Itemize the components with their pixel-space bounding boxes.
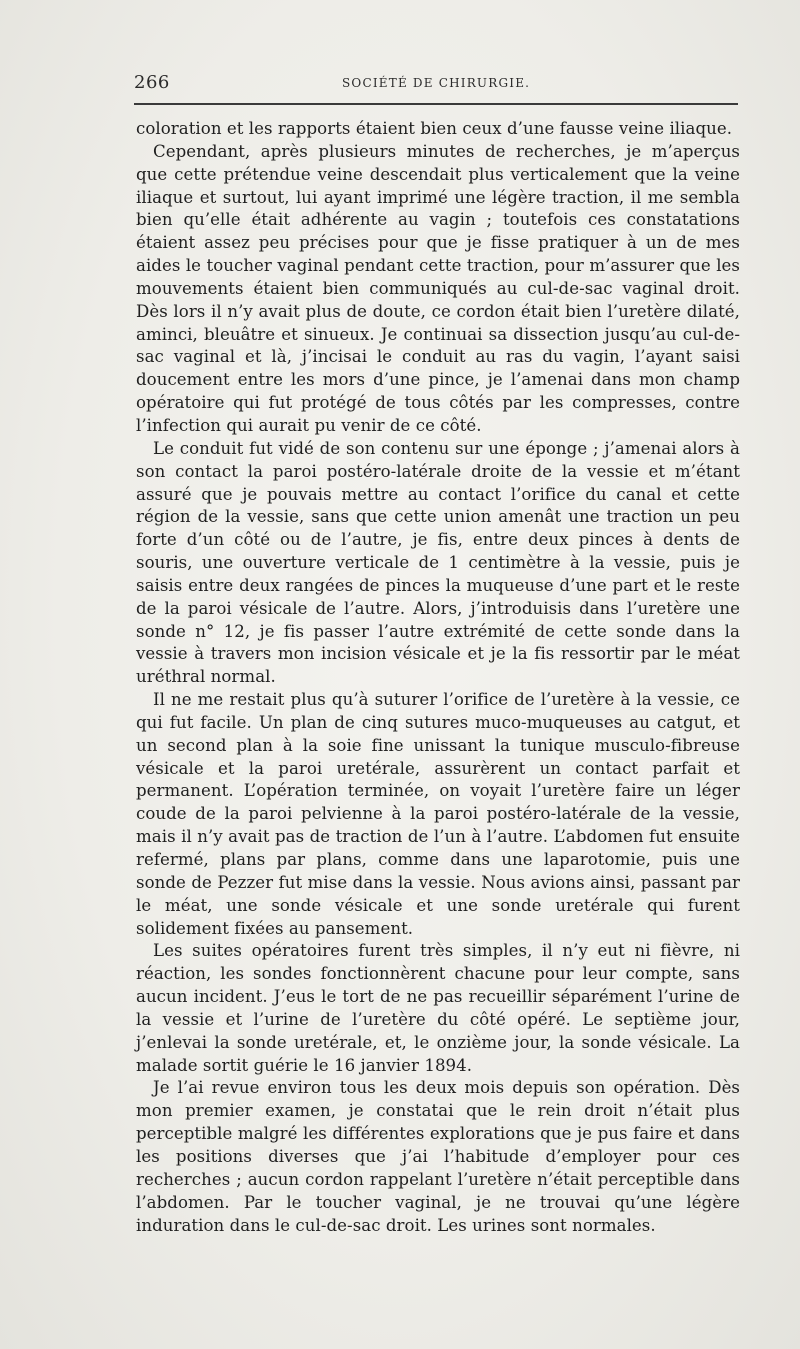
paragraph-continuation: coloration et les rapports étaient bien ceux d’une fausse veine iliaque.	[136, 119, 733, 138]
running-title: SOCIÉTÉ DE CHIRURGIE.	[342, 76, 531, 90]
paragraph: Il ne me restait plus qu’à suturer l’orifice de l’uretère à la vessie, ce qui fut facile. Un plan de cinq sutures muco-muqueuses au catgut, et un second plan à la soie fine unissant la tunique musculo-fibreuse vésicale et la paroi uretérale, assurèrent un contact parfait et permanent. L’opération terminée, on voyait l’uretère faire un léger coude de la paroi pelvienne à la paroi postéro-latérale de la vessie, mais il n’y avait pas de traction de l’un à l’autre. L’abdomen fut ensuite refermé, plans par plans, comme dans une laparotomie, puis une sonde de Pezzer fut mise dans la vessie. Nous avions ainsi, passant par le méat, une sonde vésicale et une sonde uretérale qui furent solidement fixées au pansement.	[136, 690, 740, 938]
header-rule	[134, 103, 738, 105]
paragraph: Je l’ai revue environ tous les deux mois depuis son opération. Dès mon premier examen, je constatai que le rein droit n’était plus perceptible malgré les différentes explorations que je pus faire et dans les positions diverses que j’ai l’habitude d’employer pour ces recherches ; aucun cordon rappelant l’uretère n’était perceptible dans l’abdomen. Par le toucher vaginal, je ne trouvai qu’une légère induration dans le cul-de-sac droit. Les urines sont normales.	[136, 1078, 740, 1235]
paragraph: Les suites opératoires furent très simples, il n’y eut ni fièvre, ni réaction, les sondes fonctionnèrent chacune pour leur compte, sans aucun incident. J’eus le tort de ne pas recueillir séparément l’urine de la vessie et l’urine de l’uretère du côté opéré. Le septième jour, j’enlevai la sonde uretérale, et, le onzième jour, la sonde vésicale. La malade sortit guérie le 16 janvier 1894.	[136, 941, 740, 1075]
paragraph: Le conduit fut vidé de son contenu sur une éponge ; j’amenai alors à son contact la paroi postéro-latérale droite de la vessie et m’étant assuré que je pouvais mettre au contact l’orifice du canal et cette région de la vessie, sans que cette union amenât une traction un peu forte d’un côté ou de l’autre, je fis, entre deux pinces à dents de souris, une ouverture verticale de 1 centimètre à la vessie, puis je saisis entre deux rangées de pinces la muqueuse d’une part et le reste de la paroi vésicale de l’autre. Alors, j’introduisis dans l’uretère une sonde n° 12, je fis passer l’autre extrémité de cette sonde dans la vessie à travers mon incision vésicale et je la fis ressortir par le méat uréthral normal.	[136, 438, 740, 687]
page-header	[134, 72, 738, 98]
paragraph: Cependant, après plusieurs minutes de recherches, je m’aperçus que cette prétendue veine descendait plus verticalement que la veine iliaque et surtout, lui ayant imprimé une légère traction, il me sembla bien qu’elle était adhérente au vagin ; toutefois ces constatations étaient assez peu précises pour que je fisse pratiquer à un de mes aides le toucher vaginal pendant cette traction, pour m’assurer que les mouvements étaient bien communiqués au cul-de-sac vaginal droit. Dès lors il n’y avait plus de doute, ce cordon était bien l’uretère dilaté, aminci, bleuâtre et sinueux. Je continuai sa dissection jusqu’au cul-de-sac vaginal et là, j’incisai le conduit au ras du vagin, l’ayant saisi doucement entre les mors d’une pince, je l’amenai dans mon champ opératoire qui fut protégé de tous côtés par les compresses, contre l’infection qui aurait pu venir de ce côté.	[136, 141, 740, 435]
page-number: 266	[134, 72, 170, 93]
body-text	[136, 118, 740, 1237]
